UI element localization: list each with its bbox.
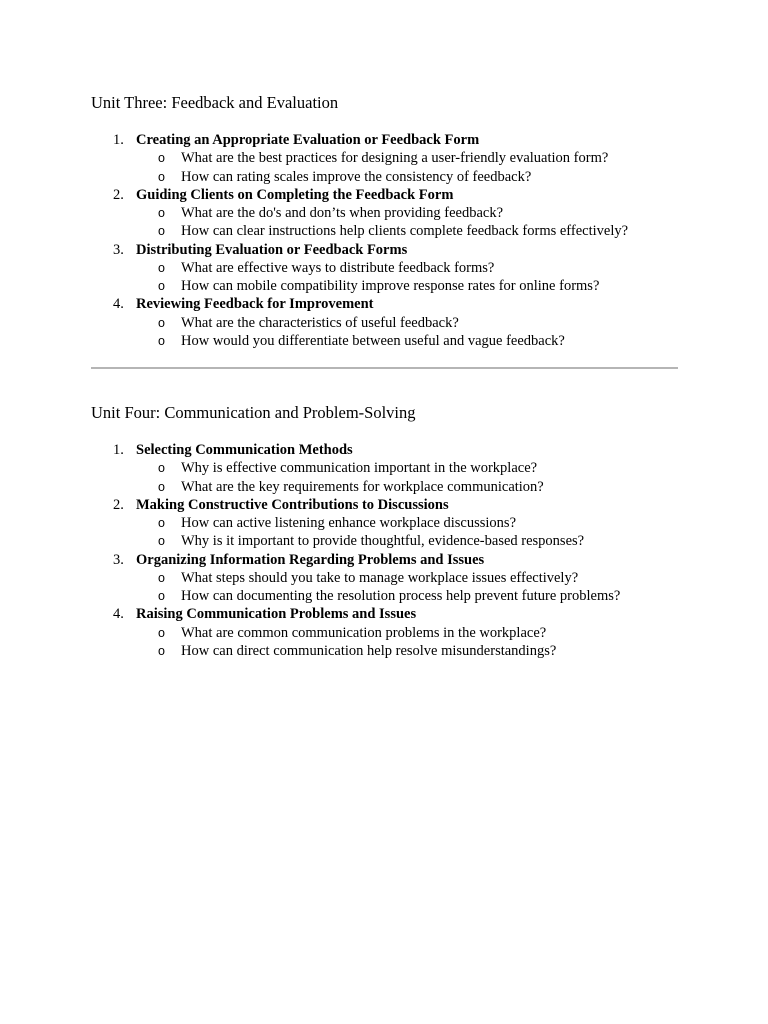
question-text: What steps should you take to manage workplace issues effectively? — [181, 569, 579, 586]
question-text: Why is it important to provide thoughtful, evidence-based responses? — [181, 533, 585, 550]
question-list — [91, 149, 681, 186]
topic-title: Reviewing Feedback for Improvement — [136, 296, 374, 313]
unit-four-topic-list — [91, 441, 681, 660]
topic-item — [91, 551, 681, 606]
topic-number: 1. — [113, 442, 124, 458]
question-text: Why is effective communication important in the workplace? — [181, 460, 538, 477]
topic-title: Guiding Clients on Completing the Feedback Form — [136, 186, 454, 203]
question-item — [91, 277, 681, 295]
question-item — [91, 587, 681, 605]
question-list — [91, 514, 681, 551]
question-list — [91, 459, 681, 496]
hollow-bullet-icon: o — [158, 643, 165, 658]
hollow-bullet-icon: o — [158, 260, 165, 275]
question-text: What are the best practices for designing a user-friendly evaluation form? — [181, 150, 609, 167]
question-list — [91, 259, 681, 296]
hollow-bullet-icon: o — [158, 333, 165, 348]
topic-item — [91, 605, 681, 660]
question-text: How can mobile compatibility improve response rates for online forms? — [181, 278, 600, 294]
question-item — [91, 204, 681, 222]
topic-item — [91, 295, 681, 350]
topic-item — [91, 441, 681, 496]
topic-item — [91, 186, 681, 241]
unit-three-title: Unit Three: Feedback and Evaluation — [91, 93, 339, 112]
hollow-bullet-icon: o — [158, 224, 165, 239]
question-text: How can active listening enhance workplace discussions? — [181, 515, 517, 531]
question-text: How can clear instructions help clients complete feedback forms effectively? — [181, 223, 629, 240]
question-item — [91, 259, 681, 277]
unit-three-topic-list — [91, 131, 681, 350]
unit-four-section — [91, 403, 681, 660]
hollow-bullet-icon: o — [158, 516, 165, 530]
topic-item — [91, 131, 681, 186]
topic-title: Making Constructive Contributions to Discussions — [136, 496, 449, 513]
hollow-bullet-icon: o — [158, 461, 165, 476]
question-item — [91, 642, 681, 660]
question-item — [91, 478, 681, 496]
question-text: How can rating scales improve the consistency of feedback? — [181, 168, 532, 185]
topic-number: 3. — [113, 551, 124, 568]
question-text: What are the do's and don’ts when providing feedback? — [181, 205, 504, 221]
hollow-bullet-icon: o — [158, 206, 165, 220]
topic-title: Selecting Communication Methods — [136, 442, 353, 458]
question-text: What are the characteristics of useful feedback? — [181, 314, 459, 331]
question-item — [91, 569, 681, 587]
topic-number: 2. — [113, 186, 124, 203]
question-text: How can direct communication help resolve misunderstandings? — [181, 642, 557, 659]
question-list — [91, 314, 681, 351]
unit-four-title: Unit Four: Communication and Problem-Solving — [91, 403, 416, 422]
question-item — [91, 314, 681, 332]
hollow-bullet-icon: o — [158, 479, 165, 494]
topic-number: 3. — [113, 241, 124, 258]
question-item — [91, 222, 681, 240]
hollow-bullet-icon: o — [158, 570, 165, 585]
section-divider — [91, 367, 678, 369]
hollow-bullet-icon: o — [158, 625, 165, 640]
question-text: What are the key requirements for workplace communication? — [181, 478, 544, 495]
question-text: How would you differentiate between useful and vague feedback? — [181, 332, 565, 349]
topic-title: Raising Communication Problems and Issues — [136, 606, 417, 623]
question-item — [91, 149, 681, 167]
topic-number: 1. — [113, 132, 124, 148]
topic-title: Distributing Evaluation or Feedback Forms — [136, 241, 408, 258]
topic-number: 4. — [113, 296, 124, 313]
question-item — [91, 332, 681, 350]
question-item — [91, 459, 681, 477]
hollow-bullet-icon: o — [158, 534, 165, 549]
question-text: How can documenting the resolution process help prevent future problems? — [181, 588, 621, 604]
question-list — [91, 624, 681, 661]
topic-title: Creating an Appropriate Evaluation or Feedback Form — [136, 132, 480, 148]
hollow-bullet-icon: o — [158, 279, 165, 293]
question-list — [91, 204, 681, 241]
topic-number: 2. — [113, 496, 124, 513]
question-list — [91, 569, 681, 606]
hollow-bullet-icon: o — [158, 589, 165, 603]
question-text: What are effective ways to distribute feedback forms? — [181, 259, 495, 276]
question-item — [91, 624, 681, 642]
topic-item — [91, 496, 681, 551]
question-text: What are common communication problems in the workplace? — [181, 624, 547, 641]
topic-number: 4. — [113, 606, 124, 623]
hollow-bullet-icon: o — [158, 151, 165, 166]
question-item — [91, 532, 681, 550]
topic-title: Organizing Information Regarding Problems and Issues — [136, 551, 485, 568]
unit-three-section — [91, 93, 681, 350]
hollow-bullet-icon: o — [158, 315, 165, 330]
hollow-bullet-icon: o — [158, 169, 165, 184]
question-item — [91, 514, 681, 532]
question-item — [91, 168, 681, 186]
topic-item — [91, 241, 681, 296]
